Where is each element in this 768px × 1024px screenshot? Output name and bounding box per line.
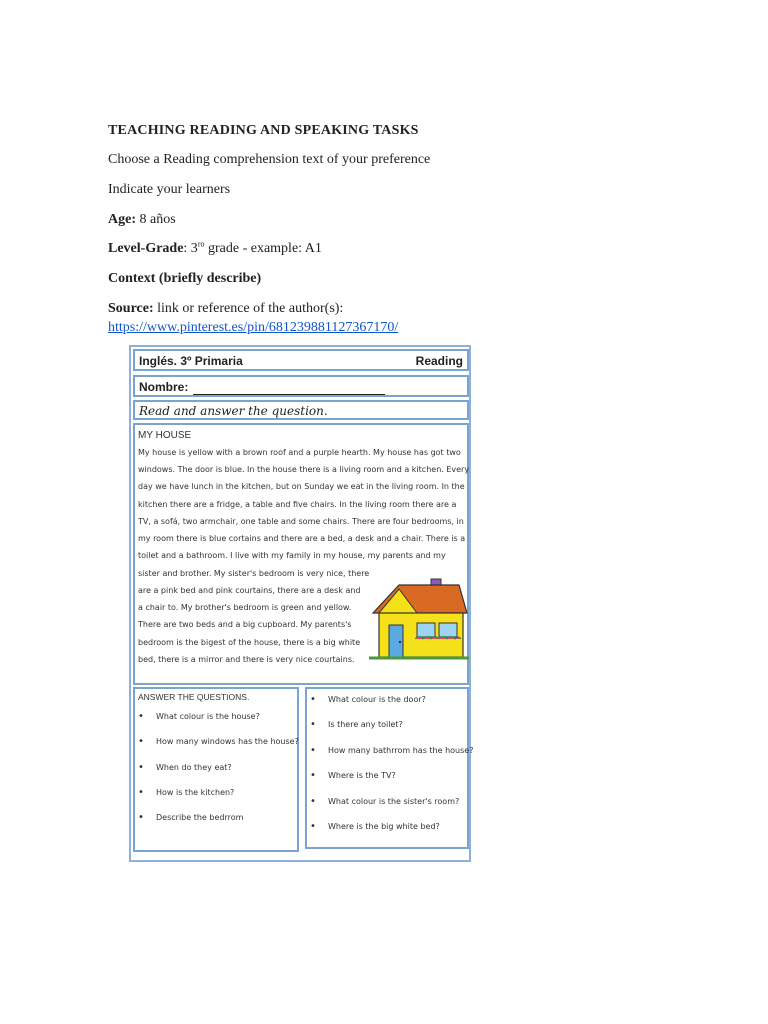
- worksheet-subject: Inglés. 3º Primaria: [139, 354, 243, 368]
- question-item: [138, 736, 299, 747]
- story-line: kitchen there are a fridge, a table and five chairs. In the living room there are a: [138, 500, 457, 509]
- question-item: [138, 812, 244, 823]
- level-label: Level-Grade: [108, 241, 184, 256]
- age-line: [108, 211, 176, 229]
- context-label: Context (briefly describe): [108, 271, 262, 286]
- question-text: Is there any toilet?: [328, 720, 403, 729]
- story-line: windows. The door is blue. In the house there is a living room and a kitchen. Every: [138, 465, 470, 474]
- question-item: [310, 745, 474, 756]
- name-underline: [193, 394, 385, 395]
- bullet-icon: •: [138, 762, 144, 773]
- worksheet-header: [133, 349, 469, 371]
- question-text: Where is the big white bed?: [328, 822, 440, 831]
- story-line: toilet and a bathroom. I live with my family in my house, my parents and my: [138, 551, 446, 560]
- source-label: Source:: [108, 301, 154, 316]
- question-item: [138, 787, 235, 798]
- page-title: TEACHING READING AND SPEAKING TASKS: [108, 123, 419, 138]
- question-text: What colour is the door?: [328, 695, 426, 704]
- bullet-icon: •: [138, 787, 144, 798]
- bullet-icon: •: [138, 711, 144, 722]
- instruction-line: Choose a Reading comprehension text of your preference: [108, 152, 431, 167]
- story-line: are a pink bed and pink courtains, there are a desk and: [138, 586, 361, 595]
- question-text: How many bathrrom has the house?: [328, 746, 474, 755]
- learners-line: Indicate your learners: [108, 182, 231, 197]
- story-line: bedroom is the bigest of the house, there is a big white: [138, 638, 361, 647]
- story-line: my room there is blue cortains and there are a bed, a desk and a chair. There is a: [138, 534, 466, 543]
- bullet-icon: •: [310, 796, 316, 807]
- question-item: [310, 821, 440, 832]
- story-line: bed, there is a mirror and there is very nice courtains.: [138, 655, 355, 664]
- worksheet-instruction: Read and answer the question.: [139, 404, 328, 418]
- question-item: [310, 770, 396, 781]
- source-text: link or reference of the author(s):: [153, 301, 344, 316]
- question-text: Where is the TV?: [328, 771, 396, 780]
- question-item: [310, 719, 403, 730]
- level-sep: : 3: [183, 241, 198, 256]
- question-text: What colour is the sister's room?: [328, 797, 460, 806]
- story-line: My house is yellow with a brown roof and a purple hearth. My house has got two: [138, 448, 461, 457]
- bullet-icon: •: [310, 745, 316, 756]
- question-item: [138, 711, 260, 722]
- house-illustration: [369, 573, 469, 661]
- question-text: What colour is the house?: [156, 712, 260, 721]
- question-text: When do they eat?: [156, 763, 232, 772]
- bullet-icon: •: [310, 821, 316, 832]
- bullet-icon: •: [310, 694, 316, 705]
- bullet-icon: •: [310, 719, 316, 730]
- story-line: day we have lunch in the kitchen, but on Sunday we eat in the living room. In the: [138, 482, 465, 491]
- level-line: [108, 240, 322, 258]
- source-line: [108, 300, 343, 318]
- story-line: a chair to. My brother's bedroom is green and yellow.: [138, 603, 352, 612]
- question-item: [310, 796, 460, 807]
- story-box: [133, 423, 469, 685]
- bullet-icon: •: [310, 770, 316, 781]
- story-title: MY HOUSE: [138, 430, 192, 441]
- name-box: [133, 375, 469, 397]
- question-text: How is the kitchen?: [156, 788, 235, 797]
- level-sup: ro: [197, 239, 205, 249]
- age-value: 8 años: [136, 212, 176, 227]
- instruction-box: [133, 400, 469, 420]
- level-value: grade - example: A1: [204, 241, 322, 256]
- story-line: There are two beds and a big cupboard. My parents's: [138, 620, 352, 629]
- worksheet-image: [129, 345, 474, 862]
- questions-right-box: [305, 687, 474, 849]
- bullet-icon: •: [138, 812, 144, 823]
- name-label: Nombre:: [139, 380, 189, 394]
- question-text: How many windows has the house?: [156, 737, 299, 746]
- story-line: sister and brother. My sister's bedroom is very nice, there: [138, 569, 370, 578]
- source-link[interactable]: https://www.pinterest.es/pin/681239881127367170/: [108, 320, 399, 335]
- question-item: [138, 762, 232, 773]
- question-text: Describe the bedrrom: [156, 813, 244, 822]
- story-line: TV, a sofá, two armchair, one table and some chairs. There are four bedrooms, in: [138, 517, 464, 526]
- age-label: Age:: [108, 212, 136, 227]
- question-item: [310, 694, 426, 705]
- questions-left-box: [133, 687, 299, 852]
- questions-heading: ANSWER THE QUESTIONS.: [138, 692, 250, 702]
- bullet-icon: •: [138, 736, 144, 747]
- worksheet-skill: Reading: [415, 354, 463, 368]
